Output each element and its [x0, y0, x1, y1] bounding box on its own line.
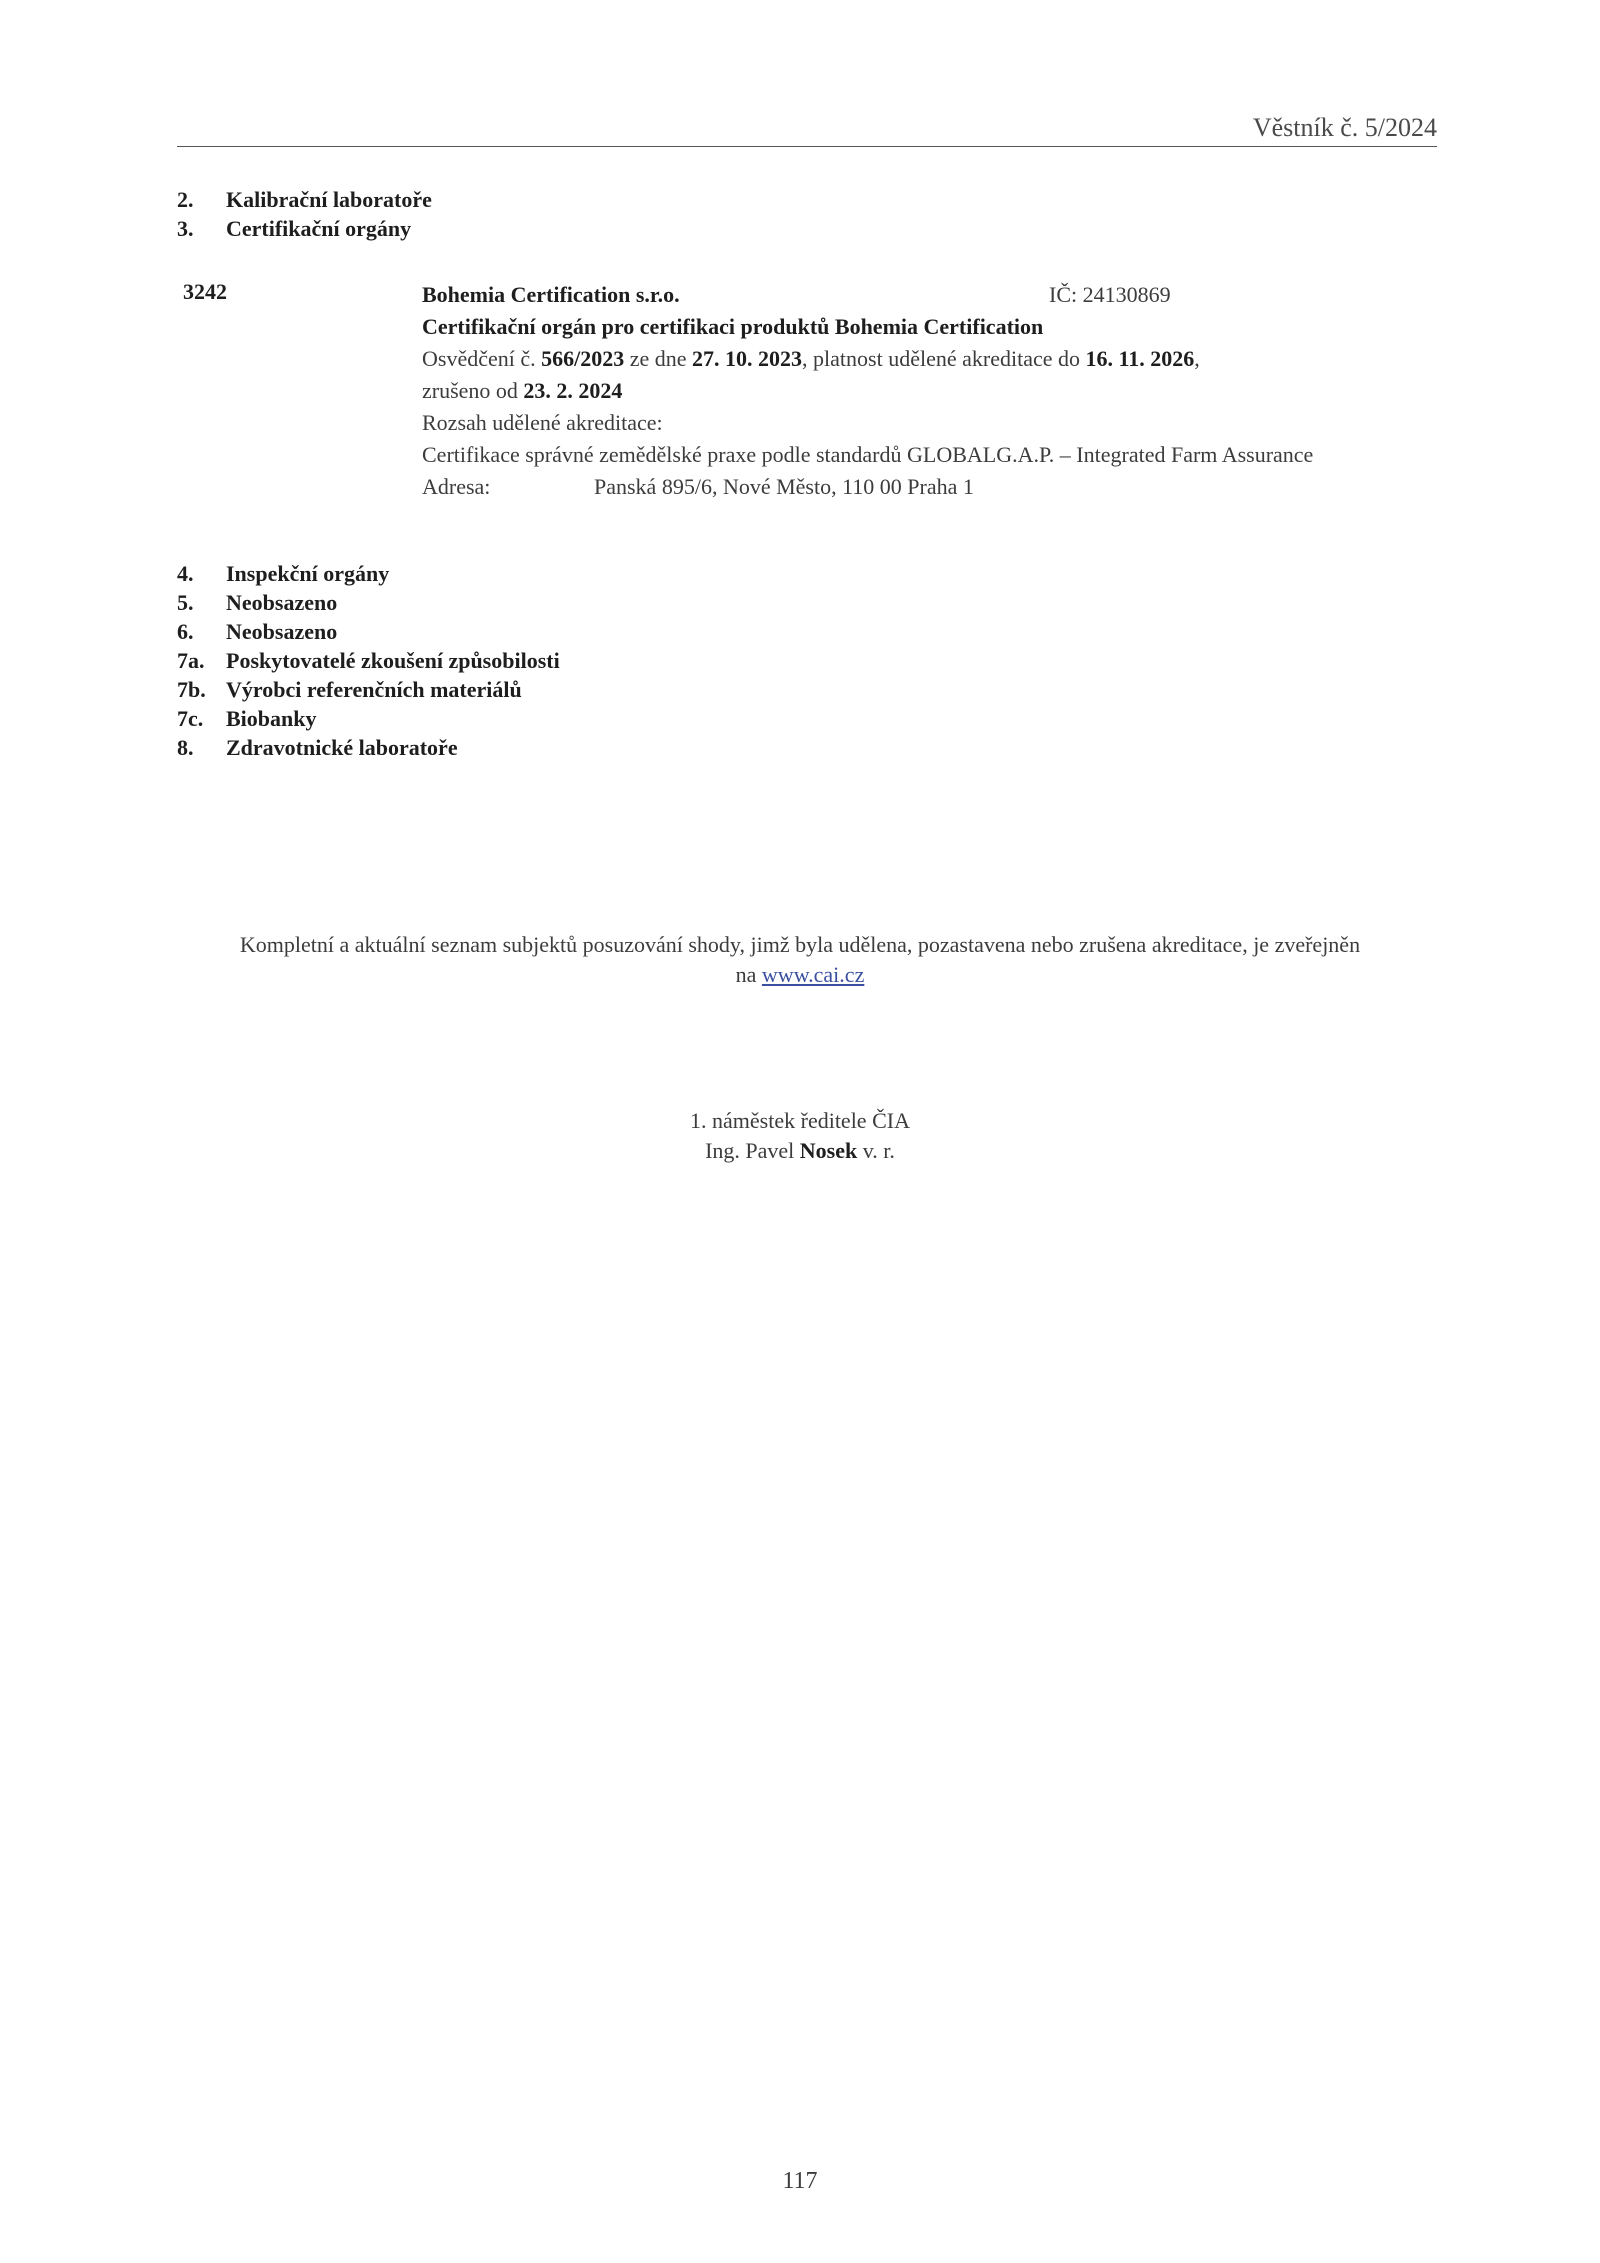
validity-suffix: ,	[1194, 346, 1200, 371]
section-number: 6.	[177, 619, 194, 644]
scope-label: Rozsah udělené akreditace:	[422, 410, 663, 435]
entry-id: 3242	[183, 279, 227, 304]
cert-date: 27. 10. 2023	[692, 346, 803, 371]
bulletin-title: Věstník č. 5/2024	[1252, 113, 1437, 142]
section-list-bottom	[177, 559, 560, 762]
entity-name: Bohemia Certification s.r.o.	[422, 282, 680, 307]
section-label: Zdravotnické laboratoře	[226, 735, 458, 760]
section-list-top	[177, 185, 432, 243]
section-label: Výrobci referenčních materiálů	[226, 677, 522, 702]
cert-date-prefix: ze dne	[629, 346, 687, 371]
signatory-name-line	[0, 1136, 1600, 1166]
public-notice	[160, 930, 1440, 990]
section-number: 2.	[177, 187, 194, 212]
section-label: Neobsazeno	[226, 619, 338, 644]
section-label: Biobanky	[226, 706, 317, 731]
section-number: 4.	[177, 561, 194, 586]
section-number: 8.	[177, 735, 194, 760]
section-number: 7c.	[177, 706, 204, 731]
scope-text: Certifikace správné zemědělské praxe podle standardů GLOBALG.A.P. – Integrated Farm Assurance	[422, 442, 1314, 467]
certification-body-name: Certifikační orgán pro certifikaci produktů Bohemia Certification	[422, 314, 1044, 339]
signatory-surname: Nosek	[799, 1138, 858, 1163]
section-label: Inspekční orgány	[226, 561, 390, 586]
validity-prefix: , platnost udělené akreditace do	[802, 346, 1080, 371]
certificate-line	[422, 343, 1442, 375]
signatory-suffix: v. r.	[862, 1138, 895, 1163]
section-label: Poskytovatelé zkoušení způsobilosti	[226, 648, 560, 673]
cert-prefix: Osvědčení č.	[422, 346, 536, 371]
page-number: 117	[782, 2168, 818, 2194]
signatory-role: 1. náměstek ředitele ČIA	[690, 1108, 910, 1133]
entry-name-row	[422, 279, 1442, 311]
signatory-name-prefix: Ing. Pavel	[705, 1138, 795, 1163]
cancelled-date: 23. 2. 2024	[523, 378, 623, 403]
cancelled-prefix: zrušeno od	[422, 378, 518, 403]
section-label: Neobsazeno	[226, 590, 338, 615]
notice-line-2	[160, 960, 1440, 990]
section-heading	[177, 559, 560, 588]
section-heading	[177, 214, 432, 243]
accreditation-entry	[422, 279, 1442, 503]
section-label: Certifikační orgány	[226, 216, 412, 241]
company-id: IČ: 24130869	[1049, 282, 1171, 307]
section-number: 7a.	[177, 648, 205, 673]
address-line	[422, 471, 1442, 503]
cancelled-line	[422, 375, 1442, 407]
section-heading	[177, 733, 560, 762]
cert-number: 566/2023	[541, 346, 625, 371]
section-number: 3.	[177, 216, 194, 241]
section-number: 5.	[177, 590, 194, 615]
section-heading	[177, 617, 560, 646]
address-value: Panská 895/6, Nové Město, 110 00 Praha 1	[594, 474, 974, 499]
section-heading	[177, 704, 560, 733]
header-divider	[177, 146, 1437, 147]
cai-website-link[interactable]: www.cai.cz	[761, 962, 865, 987]
section-label: Kalibrační laboratoře	[226, 187, 432, 212]
section-heading	[177, 646, 560, 675]
section-number: 7b.	[177, 677, 206, 702]
validity-date: 16. 11. 2026	[1085, 346, 1195, 371]
notice-line-1: Kompletní a aktuální seznam subjektů posuzování shody, jimž byla udělena, pozastavena nebo zrušena akreditace, je zveřejněn	[239, 932, 1361, 957]
section-heading	[177, 185, 432, 214]
section-heading	[177, 675, 560, 704]
signature-block	[0, 1106, 1600, 1166]
address-label: Adresa:	[422, 474, 491, 499]
section-heading	[177, 588, 560, 617]
notice-prefix: na	[735, 962, 757, 987]
